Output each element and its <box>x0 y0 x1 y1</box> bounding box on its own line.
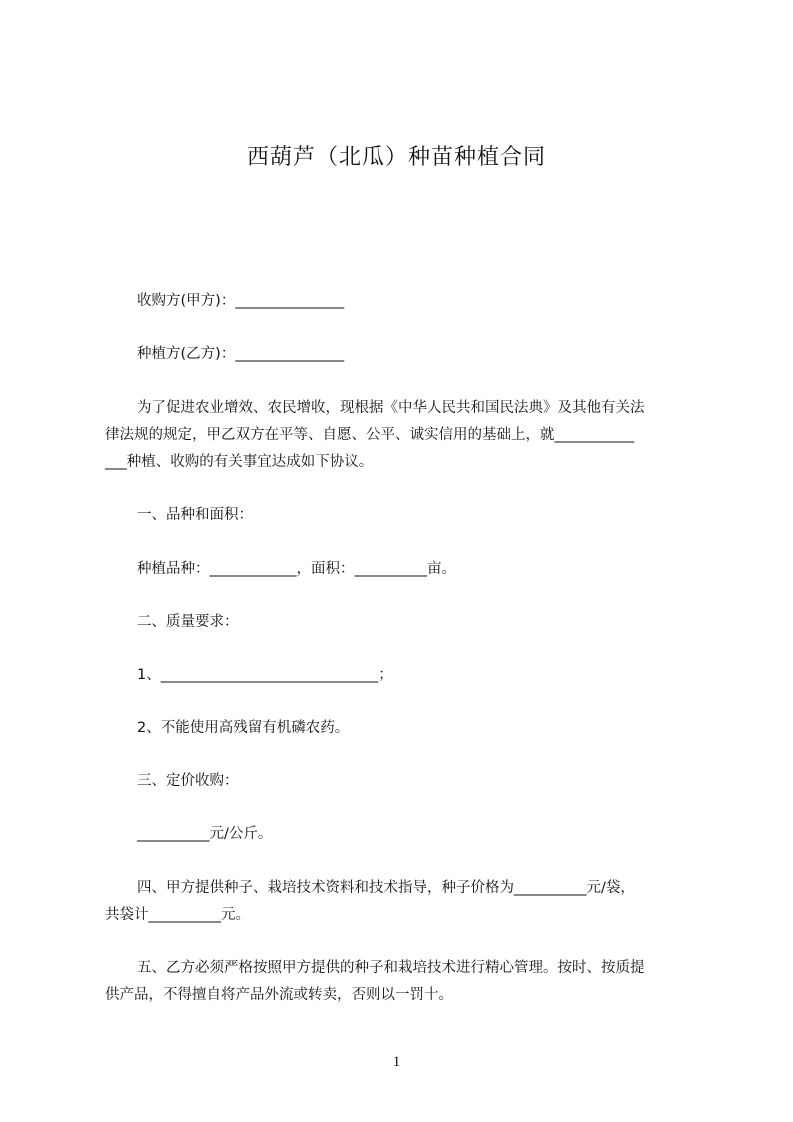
section-2-heading: 二、质量要求： <box>137 614 239 630</box>
party-b-line: 种植方(乙方)：_______________ <box>137 346 345 362</box>
page-number: 1 <box>392 1054 401 1070</box>
document-title: 西葫芦（北瓜）种苗种植合同 <box>246 145 546 170</box>
section-2-item-1: 1、______________________________； <box>137 667 393 683</box>
section-3-price: __________元/公斤。 <box>137 826 273 842</box>
section-1-heading: 一、品种和面积： <box>137 507 253 523</box>
section-5-line-1: 五、乙方必须严格按照甲方提供的种子和栽培技术进行精心管理。按时、按质提 <box>137 960 645 976</box>
section-5-line-2: 供产品，不得擅自将产品外流或转卖，否则以一罚十。 <box>105 987 453 1003</box>
intro-line-2: 律法规的规定，甲乙双方在平等、自愿、公平、诚实信用的基础上，就___________ <box>105 427 635 443</box>
section-1-variety-area: 种植品种：____________，面积：__________亩。 <box>137 561 456 577</box>
section-4-line-2: 共袋计__________元。 <box>105 907 250 923</box>
intro-line-1: 为了促进农业增效、农民增收，现根据《中华人民共和国民法典》及其他有关法 <box>137 400 645 416</box>
party-a-line: 收购方(甲方)：_______________ <box>137 293 345 309</box>
section-3-heading: 三、定价收购： <box>137 773 239 789</box>
section-4-line-1: 四、甲方提供种子、栽培技术资料和技术指导，种子价格为__________元/袋， <box>137 880 635 896</box>
section-2-item-2: 2、不能使用高残留有机磷农药。 <box>137 720 350 736</box>
intro-line-3: ___种植、收购的有关事宜达成如下协议。 <box>105 454 374 470</box>
